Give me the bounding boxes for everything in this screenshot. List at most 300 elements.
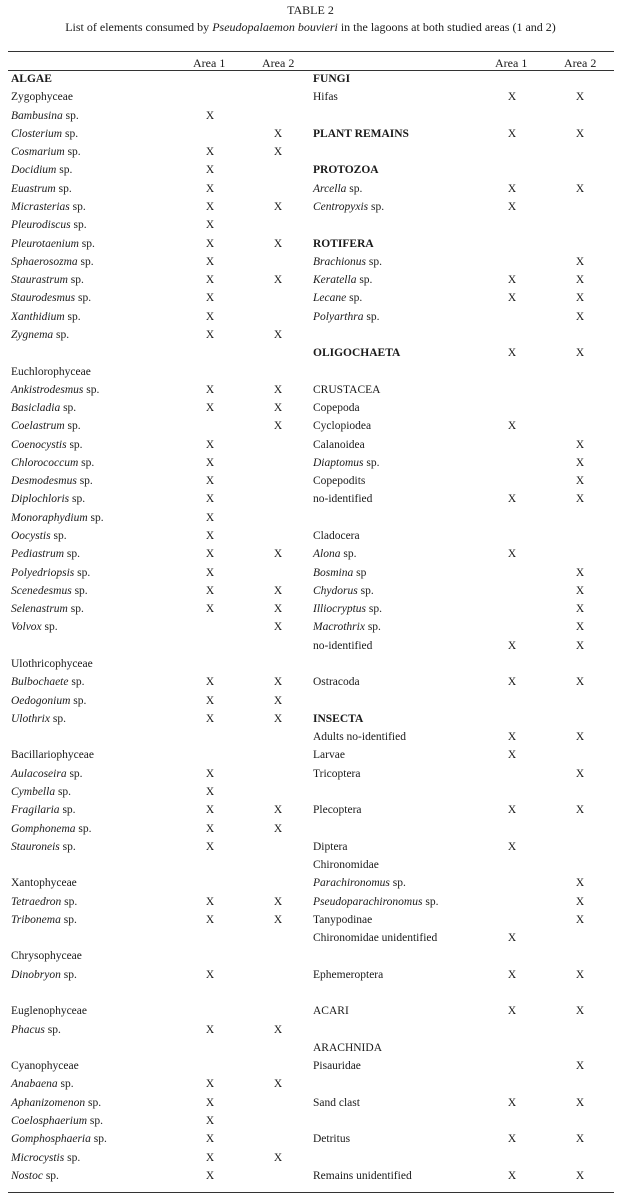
taxon-suffix: sp. — [422, 895, 439, 908]
taxon-name: Xantophyceae — [11, 877, 77, 890]
taxon-name: Calanoidea — [313, 438, 365, 451]
taxon-label — [313, 399, 360, 417]
taxon-name: Staurodesmus — [11, 292, 76, 305]
area2-mark: X — [273, 548, 283, 561]
area2-mark: X — [575, 91, 585, 104]
area1-mark: X — [205, 1078, 215, 1091]
taxon-name: Ulothrix — [11, 712, 50, 725]
taxon-suffix: sp. — [67, 603, 84, 616]
taxon-label — [11, 125, 78, 143]
taxon-name: Hifas — [313, 91, 338, 104]
taxon-name: Parachironomus — [313, 877, 390, 890]
taxon-label — [313, 1130, 350, 1148]
taxon-name: Monoraphydium — [11, 511, 88, 524]
taxon-label — [313, 472, 365, 490]
taxon-name: Copepodits — [313, 475, 366, 488]
taxon-name: Tanypodinae — [313, 913, 373, 926]
taxon-label — [11, 198, 86, 216]
taxon-suffix: sp. — [87, 511, 104, 524]
area2-mark: X — [575, 310, 585, 323]
taxon-name: Ulothricophyceae — [11, 658, 93, 670]
area1-mark: X — [507, 932, 517, 945]
taxon-suffix: sp. — [346, 182, 363, 195]
area1-mark: X — [507, 292, 517, 305]
taxon-name: Ankistrodesmus — [11, 383, 84, 396]
taxon-name: Chrysophyceae — [11, 950, 82, 963]
area2-mark: X — [575, 347, 585, 360]
area2-mark: X — [575, 913, 585, 926]
taxon-label — [313, 728, 406, 746]
taxon-suffix: sp. — [70, 694, 87, 707]
taxon-name: Euastrum — [11, 182, 56, 195]
taxon-name: Docidium — [11, 164, 57, 177]
area2-mark: X — [575, 274, 585, 287]
taxon-label — [313, 911, 372, 929]
area1-mark: X — [205, 402, 215, 414]
taxon-label — [313, 564, 366, 582]
area2-mark: X — [575, 255, 585, 268]
taxon-label — [313, 966, 383, 984]
taxon-suffix: sp. — [60, 968, 77, 981]
area2-mark: X — [575, 767, 585, 780]
taxon-label — [313, 637, 372, 655]
taxon-label — [11, 235, 95, 253]
taxon-label — [313, 454, 379, 472]
taxon-label — [313, 1094, 360, 1112]
taxon-name: Tribonema — [11, 913, 61, 926]
caption-suffix: in the lagoons at both studied areas (1 and 2) — [337, 20, 556, 34]
taxon-suffix: sp. — [340, 548, 357, 561]
area1-mark: X — [205, 913, 215, 926]
area2-mark: X — [575, 566, 585, 579]
taxon-suffix: sp. — [366, 255, 383, 268]
taxon-label — [11, 655, 93, 673]
taxon-suffix: sp. — [69, 493, 86, 506]
taxon-label — [11, 381, 99, 399]
area2-mark: X — [575, 968, 585, 981]
area2-mark: X — [273, 621, 283, 634]
taxon-suffix: sp. — [366, 603, 383, 616]
taxon-label — [11, 161, 72, 179]
taxon-suffix: sp. — [55, 182, 72, 195]
taxon-suffix: sp. — [74, 566, 91, 579]
area2-mark: X — [273, 1023, 283, 1036]
area1-mark: X — [205, 511, 215, 524]
area1-mark: X — [507, 840, 517, 853]
area2-mark: X — [575, 676, 585, 689]
taxon-suffix: sp. — [41, 621, 58, 634]
taxon-label — [11, 1167, 59, 1185]
taxon-label — [11, 765, 83, 783]
area1-mark: X — [205, 475, 215, 488]
taxon-suffix: sp. — [55, 785, 72, 798]
taxon-suffix: sp. — [356, 274, 373, 287]
taxon-suffix: sp. — [61, 895, 78, 908]
area1-mark: X — [205, 840, 215, 853]
header-area1-right: Area 1 — [495, 56, 528, 70]
area1-mark: X — [507, 548, 517, 561]
taxon-label — [313, 161, 379, 179]
taxon-name: Coenocystis — [11, 438, 67, 451]
taxon-name: Bulbochaete — [11, 676, 69, 689]
taxon-label — [313, 1002, 349, 1020]
taxon-suffix: sp. — [64, 146, 81, 159]
taxon-suffix: sp. — [64, 420, 81, 433]
area2-mark: X — [273, 146, 283, 159]
taxon-name: Tetraedron — [11, 895, 62, 908]
taxon-suffix: sp. — [83, 383, 100, 396]
area2-mark: X — [575, 127, 585, 140]
area1-mark: X — [205, 1151, 215, 1164]
taxon-label — [11, 947, 82, 965]
taxon-name: no-identified — [313, 493, 373, 506]
area2-mark: X — [273, 201, 283, 213]
taxon-label — [313, 417, 371, 435]
taxon-suffix: sp. — [64, 310, 81, 323]
taxon-label — [11, 70, 52, 88]
taxon-name: Lecane — [313, 292, 347, 305]
area1-mark: X — [205, 1169, 215, 1182]
taxon-label — [313, 856, 379, 874]
taxon-label — [313, 600, 382, 618]
taxon-label — [313, 1167, 412, 1185]
taxon-suffix: sp. — [90, 1133, 107, 1146]
area2-mark: X — [273, 420, 283, 433]
taxon-name: PROTOZOA — [313, 164, 379, 177]
taxon-name: Pleurodiscus — [11, 219, 71, 232]
taxon-label — [313, 289, 362, 307]
taxon-name: Oedogonium — [11, 694, 71, 707]
area1-mark: X — [205, 328, 215, 341]
taxon-suffix: sp. — [71, 584, 88, 597]
taxon-label — [313, 527, 360, 545]
taxon-label — [313, 746, 345, 764]
taxon-suffix: sp. — [59, 840, 76, 853]
area2-mark: X — [575, 895, 585, 908]
area1-mark: X — [507, 493, 517, 506]
taxon-name: Centropyxis — [313, 201, 369, 213]
taxon-label — [313, 198, 384, 216]
taxon-suffix: sp. — [368, 201, 385, 213]
taxon-suffix: sp. — [50, 530, 67, 542]
taxon-label — [11, 1149, 80, 1167]
taxon-label — [11, 326, 69, 344]
taxon-name: Micrasterias — [11, 201, 70, 213]
taxon-label — [313, 929, 437, 947]
area2-mark: X — [273, 383, 283, 396]
taxon-name: ALGAE — [11, 73, 52, 85]
taxon-name: Dinobryon — [11, 968, 61, 981]
taxon-name: Keratella — [313, 274, 357, 287]
area1-mark: X — [205, 804, 215, 817]
area2-mark: X — [273, 328, 283, 341]
header-area2-left: Area 2 — [262, 56, 295, 70]
area1-mark: X — [507, 639, 517, 652]
taxon-name: Brachionus — [313, 255, 367, 268]
taxon-label — [313, 88, 338, 106]
taxon-name: Zygnema — [11, 328, 54, 341]
taxon-suffix: sp. — [59, 804, 76, 817]
taxon-suffix: sp. — [363, 456, 380, 469]
taxon-name: Diptera — [313, 840, 348, 853]
taxon-suffix: sp. — [53, 328, 70, 341]
caption-prefix: List of elements consumed by — [65, 20, 213, 34]
taxon-label — [11, 1130, 107, 1148]
taxon-label — [11, 1057, 79, 1075]
area1-mark: X — [205, 822, 215, 835]
area2-mark: X — [273, 127, 283, 140]
taxon-suffix: sp. — [389, 877, 406, 890]
taxon-label — [11, 618, 58, 636]
taxon-name: Sand clast — [313, 1096, 360, 1109]
taxon-label — [11, 509, 104, 527]
taxon-label — [313, 582, 374, 600]
taxon-suffix: sp. — [62, 109, 79, 122]
taxon-label — [11, 490, 85, 508]
table-title: TABLE 2 — [287, 3, 334, 17]
taxon-name: Pediastrum — [11, 548, 65, 561]
taxon-suffix: sp. — [346, 292, 363, 305]
taxon-suffix: sp. — [67, 274, 84, 287]
taxon-label — [11, 417, 81, 435]
taxon-name: Alona — [313, 548, 341, 561]
taxon-name: Cladocera — [313, 530, 360, 542]
area1-mark: X — [205, 968, 215, 981]
taxon-suffix: sp. — [64, 548, 81, 561]
top-rule — [8, 51, 614, 52]
area1-mark: X — [205, 566, 215, 579]
taxon-suffix: sp. — [75, 292, 92, 305]
taxon-label — [11, 143, 81, 161]
taxon-name: Copepoda — [313, 402, 360, 414]
taxon-name: Euglenophyceae — [11, 1005, 87, 1018]
taxon-label — [11, 801, 76, 819]
taxon-label — [313, 893, 438, 911]
area1-mark: X — [507, 1005, 517, 1018]
area1-mark: X — [507, 1169, 517, 1182]
taxon-label — [313, 673, 360, 691]
taxon-suffix: sp. — [70, 219, 87, 232]
area1-mark: X — [205, 712, 215, 725]
area1-mark: X — [507, 182, 517, 195]
taxon-name: CRUSTACEA — [313, 383, 381, 396]
area1-mark: X — [205, 676, 215, 689]
taxon-name: Detritus — [313, 1133, 351, 1146]
area1-mark: X — [205, 182, 215, 195]
taxon-label — [11, 1112, 103, 1130]
taxon-label — [313, 618, 381, 636]
taxon-name: Euchlorophyceae — [11, 365, 91, 378]
taxon-suffix: sp. — [62, 127, 79, 140]
area1-mark: X — [205, 383, 215, 396]
taxon-label — [11, 874, 77, 892]
taxon-name: Pseudoparachironomus — [313, 895, 423, 908]
taxon-label — [11, 1094, 101, 1112]
taxon-label — [11, 582, 88, 600]
area1-mark: X — [205, 694, 215, 707]
taxon-label — [11, 289, 91, 307]
taxon-name: Desmodesmus — [11, 475, 77, 488]
header-area2-right: Area 2 — [564, 56, 597, 70]
taxon-name: Macrothrix — [313, 621, 365, 634]
taxon-label — [11, 88, 73, 106]
taxon-name: Ephemeroptera — [313, 968, 384, 981]
taxon-label — [11, 966, 77, 984]
taxon-label — [313, 545, 356, 563]
taxon-label — [313, 253, 382, 271]
taxon-name: Tricoptera — [313, 767, 361, 780]
area2-mark: X — [575, 731, 585, 744]
taxon-suffix: sp. — [76, 475, 93, 488]
taxon-label — [11, 710, 66, 728]
area1-mark: X — [205, 292, 215, 305]
area2-mark: X — [273, 274, 283, 287]
taxon-name: PLANT REMAINS — [313, 127, 409, 140]
taxon-name: Arcella — [313, 182, 347, 195]
taxon-name: Scenedesmus — [11, 584, 72, 597]
taxon-label — [11, 436, 83, 454]
area1-mark: X — [205, 785, 215, 798]
taxon-name: Gomphonema — [11, 822, 76, 835]
table-caption — [0, 20, 621, 35]
area1-mark: X — [507, 274, 517, 287]
area2-mark: X — [575, 584, 585, 597]
taxon-label — [11, 253, 94, 271]
area2-mark: X — [575, 1169, 585, 1182]
taxon-label — [11, 673, 84, 691]
taxon-suffix: sp. — [44, 1023, 61, 1036]
taxon-name: Phacus — [11, 1023, 45, 1036]
taxon-name: Pisauridae — [313, 1060, 361, 1073]
taxon-label — [313, 1039, 382, 1057]
taxon-label — [313, 70, 350, 88]
taxon-suffix: sp. — [69, 201, 86, 213]
area2-mark: X — [575, 438, 585, 451]
taxon-name: Polyedriopsis — [11, 566, 75, 579]
taxon-name: Nostoc — [11, 1169, 43, 1182]
taxon-label — [11, 1002, 87, 1020]
area2-mark: X — [273, 913, 283, 926]
taxon-name: Volvox — [11, 621, 42, 634]
taxon-label — [11, 564, 90, 582]
taxon-name: Staurastrum — [11, 274, 68, 287]
taxon-name: Diplochloris — [11, 493, 70, 506]
taxon-suffix: sp. — [78, 456, 95, 469]
area2-mark: X — [273, 1151, 283, 1164]
taxon-label — [313, 271, 372, 289]
taxon-label — [11, 746, 94, 764]
taxon-suffix: sp. — [77, 255, 94, 268]
taxon-suffix: sp. — [78, 237, 95, 250]
area1-mark: X — [205, 1023, 215, 1036]
taxon-name: Cymbella — [11, 785, 56, 798]
taxon-name: Cyanophyceae — [11, 1060, 79, 1073]
taxon-label — [313, 381, 380, 399]
area1-mark: X — [205, 201, 215, 213]
taxon-label — [313, 765, 360, 783]
area2-mark: X — [273, 584, 283, 597]
area2-mark: X — [575, 292, 585, 305]
taxon-name: ACARI — [313, 1005, 349, 1018]
taxon-label — [11, 911, 77, 929]
taxon-label — [11, 180, 72, 198]
area2-mark: X — [575, 182, 585, 195]
area2-mark: X — [273, 804, 283, 817]
area1-mark: X — [507, 420, 517, 433]
taxon-label — [313, 436, 365, 454]
area2-mark: X — [273, 402, 283, 414]
taxon-suffix: sp. — [363, 310, 380, 323]
taxon-name: Coelosphaerium — [11, 1115, 88, 1127]
taxon-suffix: sp. — [357, 584, 374, 597]
taxon-name: Aphanizomenon — [11, 1096, 86, 1109]
taxon-name: Ostracoda — [313, 676, 360, 689]
area2-mark: X — [575, 1096, 585, 1109]
area2-mark: X — [575, 603, 585, 616]
taxon-label — [313, 710, 363, 728]
area2-mark: X — [575, 1133, 585, 1146]
area1-mark: X — [205, 493, 215, 506]
header-rule — [8, 70, 614, 71]
area2-mark: X — [273, 895, 283, 908]
taxon-name: Polyarthra — [313, 310, 364, 323]
area1-mark: X — [205, 310, 215, 323]
area1-mark: X — [205, 1133, 215, 1146]
taxon-label — [313, 125, 409, 143]
area1-mark: X — [205, 895, 215, 908]
area1-mark: X — [507, 804, 517, 817]
taxon-label — [313, 801, 362, 819]
taxon-name: Sphaerosozma — [11, 255, 78, 268]
area1-mark: X — [507, 201, 517, 213]
area1-mark: X — [205, 767, 215, 780]
taxon-label — [11, 893, 77, 911]
taxon-label — [11, 1075, 74, 1093]
taxon-name: INSECTA — [313, 712, 364, 725]
taxon-suffix: sp. — [85, 1096, 102, 1109]
taxon-label — [11, 308, 81, 326]
area2-mark: X — [575, 621, 585, 634]
taxon-label — [313, 838, 347, 856]
caption-species: Pseudopalaemon bouvieri — [212, 20, 338, 34]
taxon-name: Aulacoseira — [11, 767, 67, 780]
taxon-name: Adults no-identified — [313, 731, 406, 744]
taxon-name: Basicladia — [11, 402, 61, 414]
taxon-suffix: sp. — [60, 402, 77, 414]
area2-mark: X — [273, 676, 283, 689]
taxon-name: Chironomidae unidentified — [313, 932, 438, 945]
taxon-label — [11, 600, 84, 618]
area1-mark: X — [507, 1133, 517, 1146]
area2-mark: X — [273, 1078, 283, 1091]
taxon-label — [313, 180, 362, 198]
area1-mark: X — [507, 1096, 517, 1109]
area2-mark: X — [575, 456, 585, 469]
area1-mark: X — [205, 603, 215, 616]
taxon-label — [11, 363, 91, 381]
taxon-label — [313, 344, 400, 362]
taxon-suffix: sp. — [56, 164, 73, 177]
taxon-name: Diaptomus — [313, 456, 364, 469]
taxon-name: Plecoptera — [313, 804, 362, 817]
taxon-suffix: sp. — [68, 676, 85, 689]
taxon-label — [11, 271, 84, 289]
taxon-suffix: sp. — [66, 438, 83, 451]
taxon-label — [313, 235, 374, 253]
taxon-suffix: sp. — [75, 822, 92, 835]
taxon-label — [11, 472, 93, 490]
area2-mark: X — [575, 877, 585, 890]
